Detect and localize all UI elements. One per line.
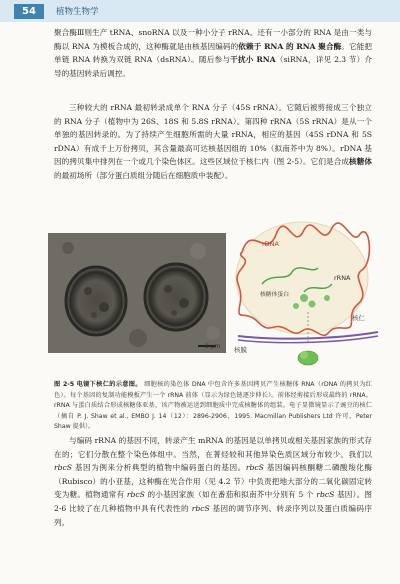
ribosome-subunit-4 [324, 295, 330, 301]
page-number: 54 [14, 4, 44, 19]
label-nuclear-envelope: 核膜 [234, 346, 247, 354]
figure-caption: 图 2-5 电镜下核仁的示意图。 细胞核的染色体 DNA 中包含许多基因拷贝产生核糖体 RNA（rDNA 的拷贝为红色）。每个基因的复制功能模板产生一个 rRNA 前体（显示为绿色链逐步伸长）。前体经剪接后形成最终的 rRNA。rRNA 与蛋白质结合形成核糖体亚基，该产物被运送到细胞质中完成核糖体的组装。电子显微镜显示了豌豆的核仁（摘自 P. J. Shaw et al., EMBO J. 14（12）：2896-2906，1995. Macmillan Publishers Ltd 许可，Peter Shaw 提供）。 [54, 381, 372, 431]
micrograph-image [48, 233, 226, 353]
caption-label: 图 2-5 电镜下核仁的示意图。 [54, 381, 142, 388]
label-rdna: rDNA [262, 240, 279, 248]
label-rrna: rRNA [334, 274, 351, 282]
term-sirna: 干扰小 RNA [230, 55, 276, 65]
scale-bar-label: 2 μm [205, 343, 221, 350]
ribosome-subunit-3 [293, 303, 299, 309]
electron-micrograph [48, 233, 226, 353]
page-header [0, 0, 400, 22]
paragraph-1: 聚合酶Ⅲ则生产 tRNA、snoRNA 以及一种小分子 rRNA。还有一小部分的 RNA 是由一类与酶以 RNA 为模板合成的，这种酶就是由核基因编码的依赖于 RNA 的 RNA 聚合酶。它能把单链 RNA 转换为双链 RNA（dsRNA）。随后参与干扰小 RNA（siRNA，详见 2.3 节）介导的基因转录后调控。 [54, 28, 372, 78]
label-ribosome-protein: 核糖体蛋白 [260, 292, 289, 298]
nucleolus-diagram [232, 212, 380, 370]
paragraph-2: 三种较大的 rRNA 最初转录成单个 RNA 分子（45S rRNA）。它随后被剪接成三个独立的 RNA 分子（植物中为 26S、18S 和 5.8S rRNA）。第四种 rRNA（5S rRNA）是从一个单独的基因转录的。为了持续产生细胞所需的大量 rRNA，相应的基因（45S rDNA 和 5S rDNA）有成千上万份拷贝，其含量最高可达核基因组的 10%（拟南芥中为 8%）。rDNA 基因的拷贝集中排列在一个或几个染色体区。这些区域位于核仁内（图 2-5）。它们是合成核糖体的最初场所（部分蛋白质组分随后在细胞质中装配）。 [54, 103, 372, 180]
term-ribosome: 核糖体 [349, 157, 372, 167]
ribosome-subunit-2 [309, 301, 316, 308]
label-nucleolus: 核仁 [352, 314, 365, 322]
running-title: 植物生物学 [56, 7, 99, 17]
ribosome-subunit [300, 294, 308, 302]
paragraph-3: 与编码 rRNA 的基因不同，转录产生 mRNA 的基因是以单拷贝或相关基因家族的形式存在的；它们分散在整个染色体组中。当然，在菁烃较和其他异染色质区域分布较少。我们以 rbcS 基因为例来分析典型的植物中编码蛋白的基因。rbcS 基因编码核酮糖二磷酸羧化酶（Rubisco）的小亚基，这种酶在光合作用（见 4.2 节）中负责把地大部分的二氧化碳固定转变为糖。植物通常有 rbcS 的小基因家族（如在番茄和拟南芥中分别有 5 个 rbcS 基因）。图 2-6 比较了在几种植物中具有代表性的 rbcS 基因的调节序列、转录序列以及蛋白质编码序列。 [54, 436, 372, 527]
term-rna-dependent-rna-polymerase: 依赖于 RNA 的 RNA 聚合酶 [238, 41, 342, 51]
